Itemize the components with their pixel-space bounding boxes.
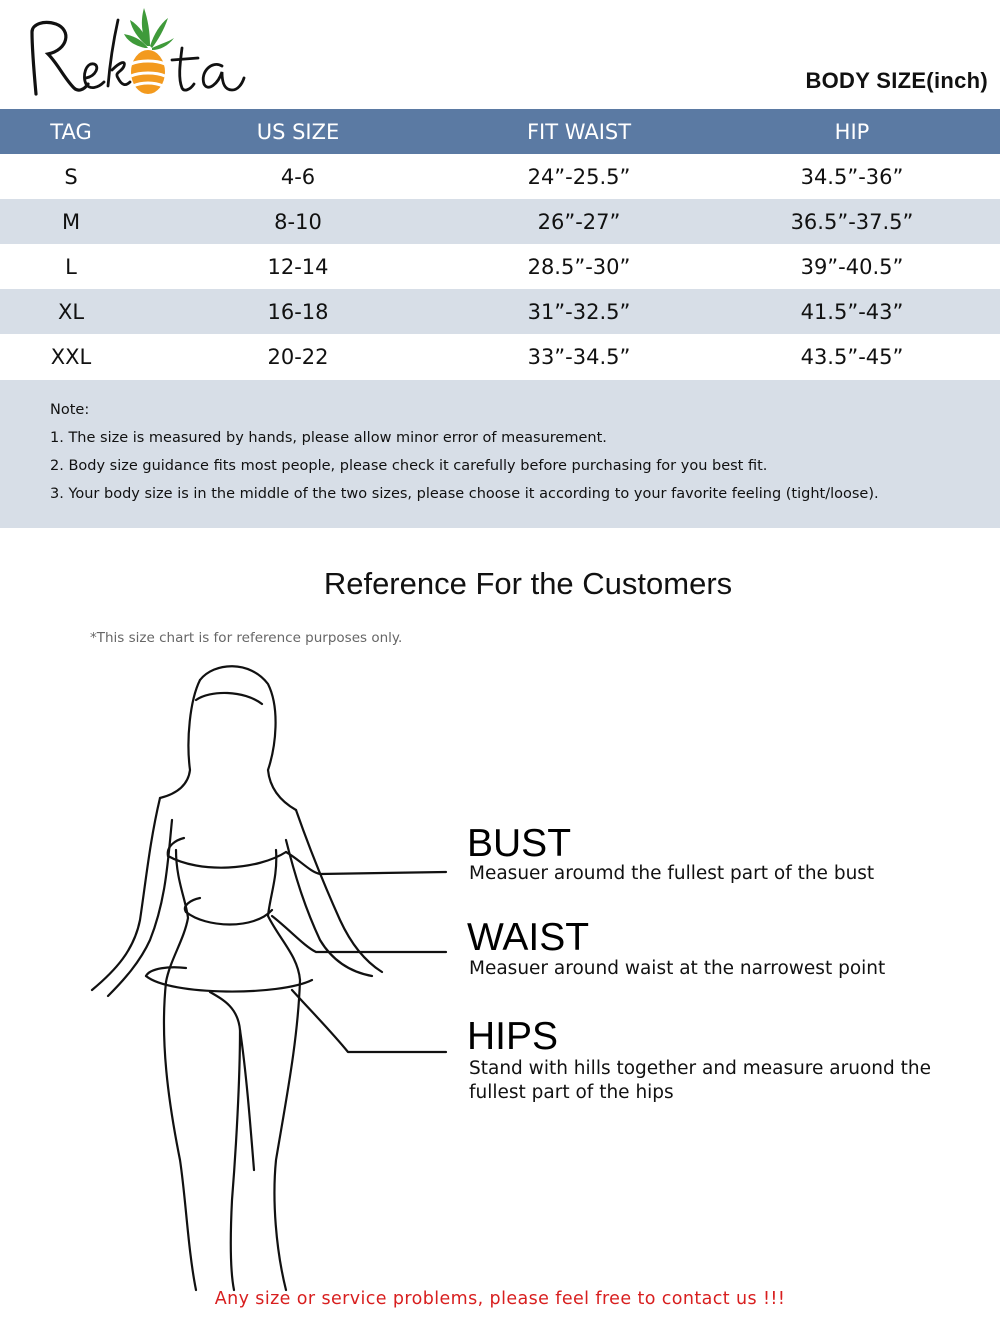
column-header-fit-waist: FIT WAIST (526, 119, 632, 144)
table-cell: 31”-32.5” (527, 299, 631, 324)
table-cell: XL (57, 299, 85, 324)
column-header-hip: HIP (834, 119, 870, 144)
note-item: 2. Body size guidance fits most people, please check it carefully before purchasing for you best fit. (50, 458, 768, 474)
bust-label: BUST (467, 822, 572, 865)
table-row (0, 289, 1000, 334)
table-cell: 26”-27” (537, 209, 621, 234)
waist-description: Measuer around waist at the narrowest point (469, 958, 886, 979)
table-cell: 41.5”-43” (800, 299, 904, 324)
waist-label: WAIST (467, 916, 590, 959)
table-row (0, 199, 1000, 244)
table-cell: S (64, 164, 78, 189)
hips-label: HIPS (467, 1015, 559, 1058)
size-table (0, 109, 1000, 379)
pineapple-leaves-icon (124, 8, 174, 50)
table-row (0, 244, 1000, 289)
column-header-tag: TAG (50, 119, 92, 144)
table-cell: 4-6 (280, 164, 316, 189)
table-cell: 28.5”-30” (527, 254, 631, 279)
notes-heading: Note: (50, 402, 90, 418)
table-cell: XXL (50, 344, 92, 369)
body-size-title: BODY SIZE(inch) (805, 68, 988, 93)
table-cell: 43.5”-45” (800, 344, 904, 369)
body-outline-figure (60, 650, 500, 1300)
table-cell: 16-18 (267, 299, 329, 324)
reference-disclaimer: *This size chart is for reference purposes only. (90, 630, 403, 646)
brand-logo (14, 2, 246, 106)
table-cell: 39”-40.5” (800, 254, 904, 279)
table-cell: 33”-34.5” (527, 344, 631, 369)
table-cell: L (65, 254, 77, 279)
table-row (0, 334, 1000, 379)
column-header-us-size: US SIZE (256, 119, 340, 144)
bust-description: Measuer aroumd the fullest part of the bust (469, 863, 875, 884)
reference-title: Reference For the Customers (323, 566, 733, 601)
contact-message: Any size or service problems, please feel free to contact us !!! (214, 1289, 786, 1309)
table-cell: 8-10 (274, 209, 322, 234)
pineapple-body-icon (131, 50, 165, 94)
notes-panel (0, 380, 1000, 528)
table-cell: M (61, 209, 81, 234)
hips-description: Stand with hills together and measure aruond the fullest part of the hips (469, 1058, 931, 1103)
note-item: 3. Your body size is in the middle of the two sizes, please choose it according to your favorite feeling (tight/loose). (50, 486, 879, 502)
table-row (0, 154, 1000, 199)
table-header-row (0, 109, 1000, 154)
table-cell: 20-22 (267, 344, 329, 369)
table-cell: 12-14 (267, 254, 329, 279)
table-cell: 36.5”-37.5” (790, 209, 914, 234)
note-item: 1. The size is measured by hands, please allow minor error of measurement. (50, 430, 607, 446)
table-cell: 34.5”-36” (800, 164, 904, 189)
table-cell: 24”-25.5” (527, 164, 631, 189)
